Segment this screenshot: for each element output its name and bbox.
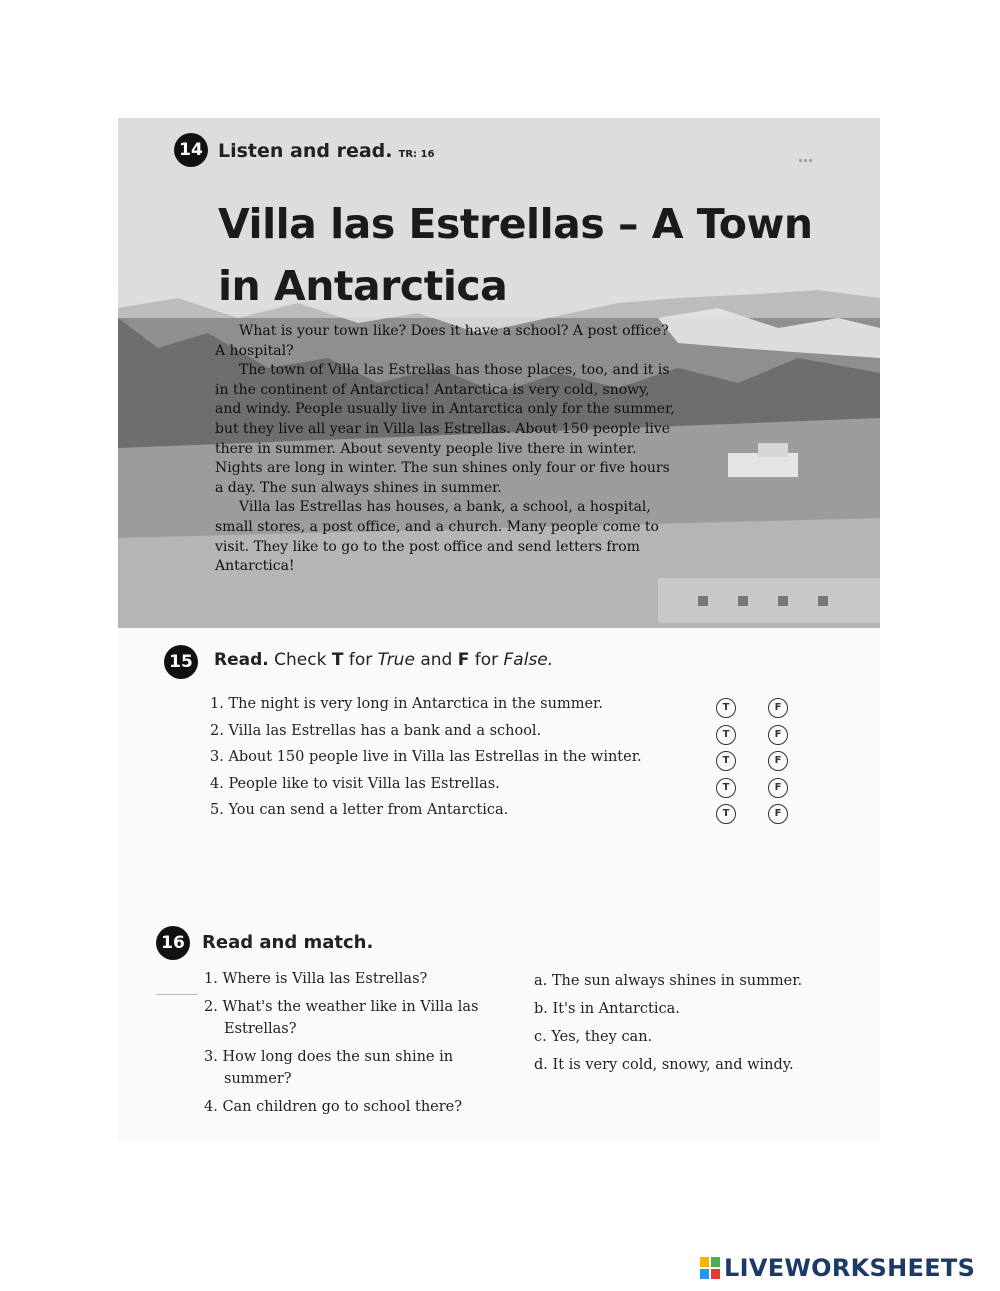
answer-b[interactable]: b. It's in Antarctica.: [534, 1001, 680, 1017]
bleed-through-text: …: [798, 148, 813, 166]
section-15-instruction: [214, 650, 553, 670]
true-option[interactable]: T: [716, 804, 736, 824]
reading-title-line-1: Villa las Estrellas – A Town: [218, 200, 813, 248]
instruction-word: for: [348, 650, 373, 670]
worksheet-page: [118, 118, 880, 1140]
false-option[interactable]: F: [768, 725, 788, 745]
true-option[interactable]: T: [716, 751, 736, 771]
false-option[interactable]: F: [768, 751, 788, 771]
section-15-badge: 15: [164, 645, 198, 679]
section-15-label: Read.: [214, 650, 269, 670]
instruction-t: T: [331, 650, 344, 670]
reading-passage: [215, 322, 680, 577]
true-false-options: [716, 698, 796, 831]
answer-a[interactable]: a. The sun always shines in summer.: [534, 973, 803, 989]
question-1[interactable]: 1. Where is Villa las Estrellas?: [204, 971, 428, 987]
statement-5: 5. You can send a letter from Antarctica.: [210, 802, 509, 818]
instruction-word: Check: [274, 650, 327, 670]
true-false-statements: [210, 696, 770, 829]
match-answers: [534, 970, 854, 1082]
liveworksheets-logo: [700, 1254, 975, 1282]
answer-c[interactable]: c. Yes, they can.: [534, 1029, 653, 1045]
question-2[interactable]: 2. What's the weather like in Villa las Estrellas?: [204, 999, 479, 1037]
option-row-2: [716, 725, 796, 752]
reading-title: [218, 193, 858, 317]
section-16-heading: Read and match.: [202, 932, 374, 953]
section-14-label: Listen and read.: [218, 140, 393, 162]
reading-paragraph: Villa las Estrellas has houses, a bank, a school, a hospital, small stores, a post office, and a church. Many people come to visit. They like to go to the post office and send letters from Antarctica!: [215, 499, 659, 575]
false-option[interactable]: F: [768, 698, 788, 718]
section-16-badge: 16: [156, 926, 190, 960]
answer-d[interactable]: d. It is very cold, snowy, and windy.: [534, 1057, 794, 1073]
instruction-f: F: [457, 650, 470, 670]
option-row-4: [716, 778, 796, 805]
option-row-5: [716, 804, 796, 831]
match-questions: [204, 968, 494, 1124]
statement-3: 3. About 150 people live in Villa las Estrellas in the winter.: [210, 749, 642, 765]
instruction-word: and: [420, 650, 453, 670]
option-row-1: [716, 698, 796, 725]
instruction-true: True: [377, 650, 415, 670]
instruction-word: for: [474, 650, 499, 670]
reading-paragraph: What is your town like? Does it have a school? A post office? A hospital?: [215, 323, 669, 359]
option-row-3: [716, 751, 796, 778]
question-4[interactable]: 4. Can children go to school there?: [204, 1099, 463, 1115]
antarctica-photo: [118, 118, 880, 628]
instruction-false: False.: [503, 650, 554, 670]
false-option[interactable]: F: [768, 778, 788, 798]
statement-1: 1. The night is very long in Antarctica in the summer.: [210, 696, 603, 712]
audio-track-label: TR: 16: [398, 149, 435, 160]
true-option[interactable]: T: [716, 698, 736, 718]
question-3[interactable]: 3. How long does the sun shine in summer?: [204, 1049, 454, 1087]
section-14-heading: [218, 140, 434, 162]
statement-4: 4. People like to visit Villa las Estrellas.: [210, 775, 500, 792]
reading-paragraph: The town of Villa las Estrellas has those places, too, and it is in the continent of Antarctica! Antarctica is very cold, snowy, and windy. People usually live in Antarctica only for the summer, but they live all year in Villa las Estrellas. About 150 people live there in summer. About seventy people live there in winter. Nights are long in winter. The sun shines only four or five hours a day. The sun always shines in summer.: [215, 362, 675, 496]
true-option[interactable]: T: [716, 778, 736, 798]
logo-text: LIVEWORKSHEETS: [724, 1254, 976, 1282]
reading-title-line-2: in Antarctica: [218, 262, 508, 310]
divider: [156, 994, 198, 995]
false-option[interactable]: F: [768, 804, 788, 824]
statement-2: 2. Villa las Estrellas has a bank and a school.: [210, 722, 542, 739]
true-option[interactable]: T: [716, 725, 736, 745]
section-14-badge: 14: [174, 133, 208, 167]
logo-icon: [700, 1257, 720, 1279]
